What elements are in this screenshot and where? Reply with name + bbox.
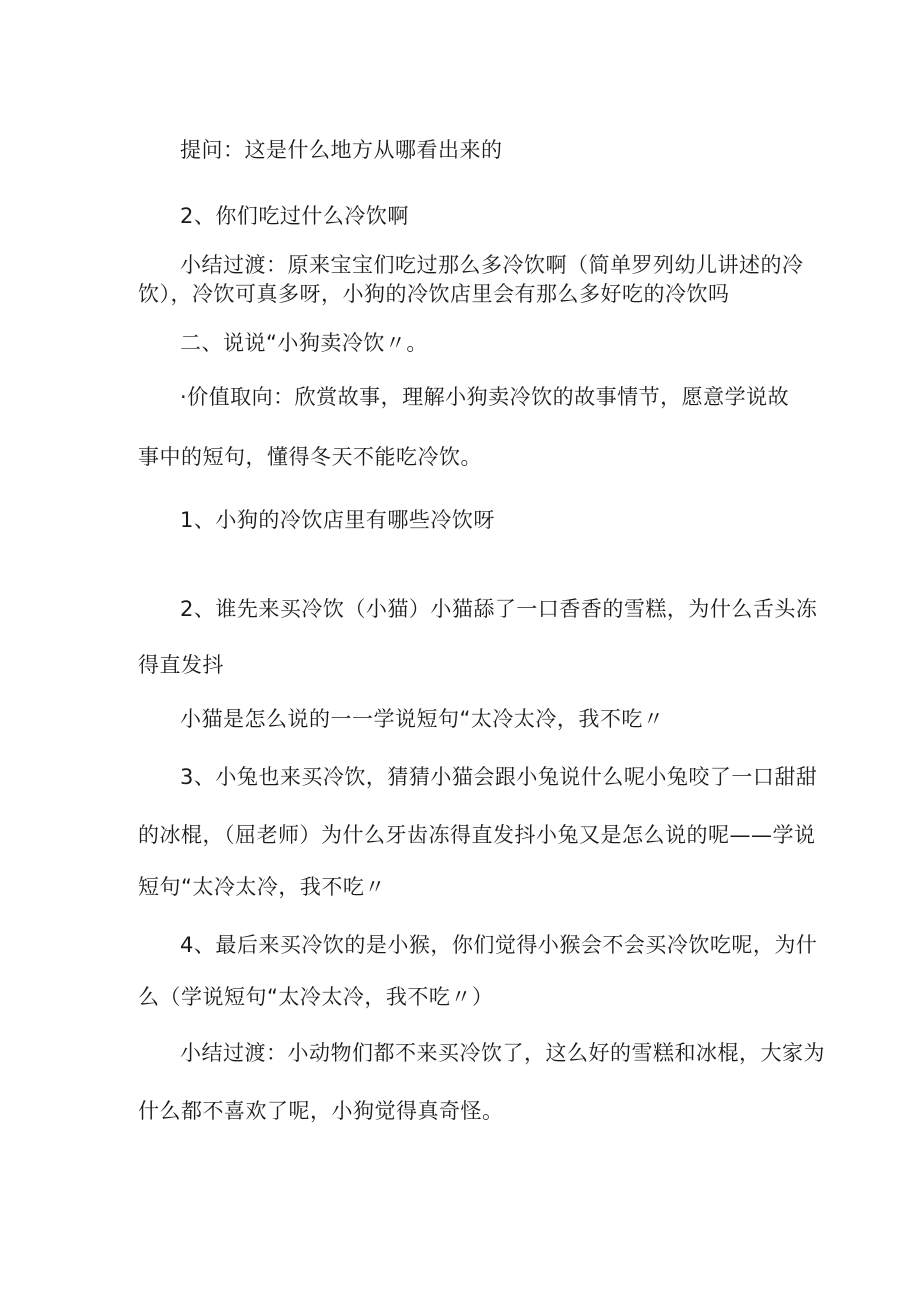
item-3-line-2: 的冰棍，（屈老师）为什么牙齿冻得直发抖小兔又是怎么说的呢——学说 — [138, 823, 816, 847]
item-2-line-1: 2、谁先来买冷饮（小猫）小猫舔了一口香香的雪糕，为什么舌头冻 — [180, 597, 818, 621]
item-4-line-1: 4、最后来买冷饮的是小猴，你们觉得小猴会不会买冷饮吃呢，为什 — [180, 933, 818, 957]
cat-quote-line: 小猫是怎么说的一一学说短句“太冷太冷，我不吃〃 — [180, 707, 665, 731]
value-orientation-line-1: ·价值取向：欣赏故事，理解小狗卖冷饮的故事情节，愿意学说故 — [180, 385, 790, 409]
item-1-line: 1、小狗的冷饮店里有哪些冷饮呀 — [180, 508, 495, 532]
item-3-line-3: 短句“太冷太冷，我不吃〃 — [138, 875, 386, 899]
item-4-line-2: 么（学说短句“太冷太冷，我不吃〃） — [138, 985, 494, 1009]
final-summary-line-1: 小结过渡：小动物们都不来买冷饮了，这么好的雪糕和冰棍，大家为 — [180, 1041, 825, 1065]
value-orientation-line-2: 事中的短句，懂得冬天不能吃冷饮。 — [138, 445, 482, 469]
question-2-line: 2、你们吃过什么冷饮啊 — [180, 204, 409, 228]
item-2-line-2: 得直发抖 — [138, 653, 224, 677]
final-summary-line-2: 什么都不喜欢了呢，小狗觉得真奇怪。 — [138, 1099, 504, 1123]
item-3-line-1: 3、小兔也来买冷饮，猜猜小猫会跟小兔说什么呢小兔咬了一口甜甜 — [180, 765, 818, 789]
section-2-heading: 二、说说“小狗卖冷饮〃。 — [180, 331, 428, 355]
summary-transition-line-1: 小结过渡：原来宝宝们吃过那么多冷饮啊（简单罗列幼儿讲述的冷 — [180, 253, 804, 277]
summary-transition-line-2: 饮），冷饮可真多呀，小狗的冷饮店里会有那么多好吃的冷饮吗 — [138, 282, 730, 306]
question-line: 提问：这是什么地方从哪看出来的 — [180, 138, 503, 162]
